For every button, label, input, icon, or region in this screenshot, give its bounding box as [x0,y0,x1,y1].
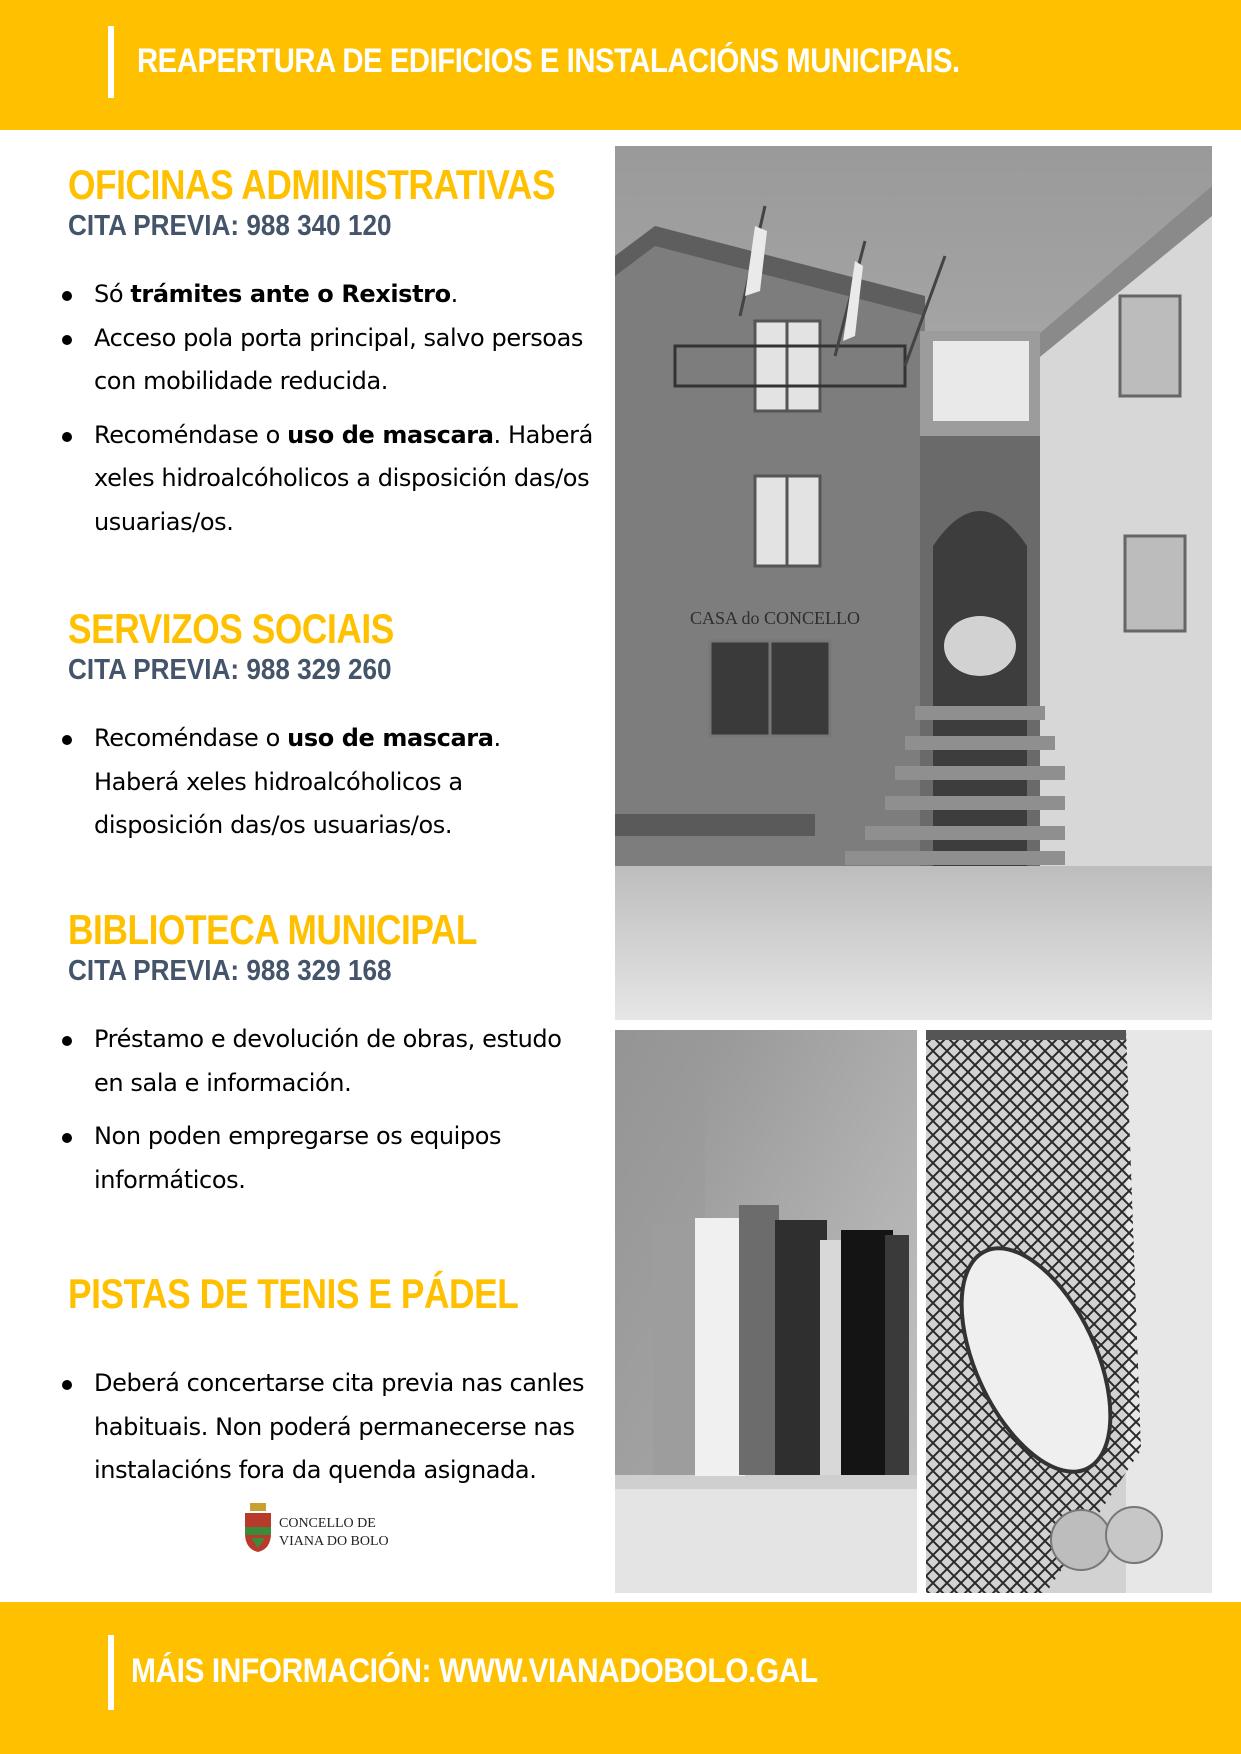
list-item: Non poden empregarse os equipos informáticos. [68,1115,554,1202]
section-title: OFICINAS ADMINISTRATIVAS [68,161,556,208]
section-pistas [68,1272,608,1493]
section-oficinas [68,163,608,544]
bullet-list [68,1018,588,1202]
logo-line-2: VIANA DO BOLO [279,1534,389,1549]
bullet-list [68,273,608,544]
coat-of-arms-icon [243,1503,273,1553]
bullet-list [68,1362,588,1493]
list-item: Acceso pola porta principal, salvo persoas con mobilidade reducida. [68,317,594,404]
section-servizos-sociais [68,607,608,848]
list-item: Recoméndase o uso de mascara. Haberá xeles hidroalcóholicos a disposición das/os usuarias/os. [68,717,568,848]
town-hall-photo [615,146,1212,1020]
list-item: Só trámites ante o Rexistro. [68,273,608,317]
section-phone: CITA PREVIA: 988 329 260 [68,654,392,686]
concello-logo [243,1503,403,1563]
section-title: SERVIZOS SOCIAIS [68,605,394,652]
page-title: REAPERTURA DE EDIFICIOS E INSTALACIÓNS MUNICIPAIS. [137,42,960,80]
bullet-list [68,717,568,848]
section-biblioteca [68,908,608,1202]
section-title: BIBLIOTECA MUNICIPAL [68,906,478,953]
header-divider [108,26,114,98]
list-item: Deberá concertarse cita previa nas canles habituais. Non poderá permanecerse nas instalacións fora da quenda asignada. [68,1362,588,1493]
footer-divider [108,1635,114,1710]
section-phone: CITA PREVIA: 988 329 168 [68,955,392,987]
header-band [0,0,1241,130]
footer-band [0,1602,1241,1754]
logo-line-1: CONCELLO DE [279,1516,376,1531]
books-photo [615,1030,917,1593]
list-item: Recoméndase o uso de mascara. Haberá xeles hidroalcóholicos a disposición das/os usuarias/os. [68,414,594,545]
footer-link[interactable]: MÁIS INFORMACIÓN: WWW.VIANADOBOLO.GAL [131,1652,818,1690]
section-title: PISTAS DE TENIS E PÁDEL [68,1270,519,1317]
list-item: Préstamo e devolución de obras, estudo en sala e información. [68,1018,588,1105]
tennis-photo [926,1030,1212,1593]
building-sign: CASA do CONCELLO [690,608,861,628]
section-phone: CITA PREVIA: 988 340 120 [68,210,392,242]
